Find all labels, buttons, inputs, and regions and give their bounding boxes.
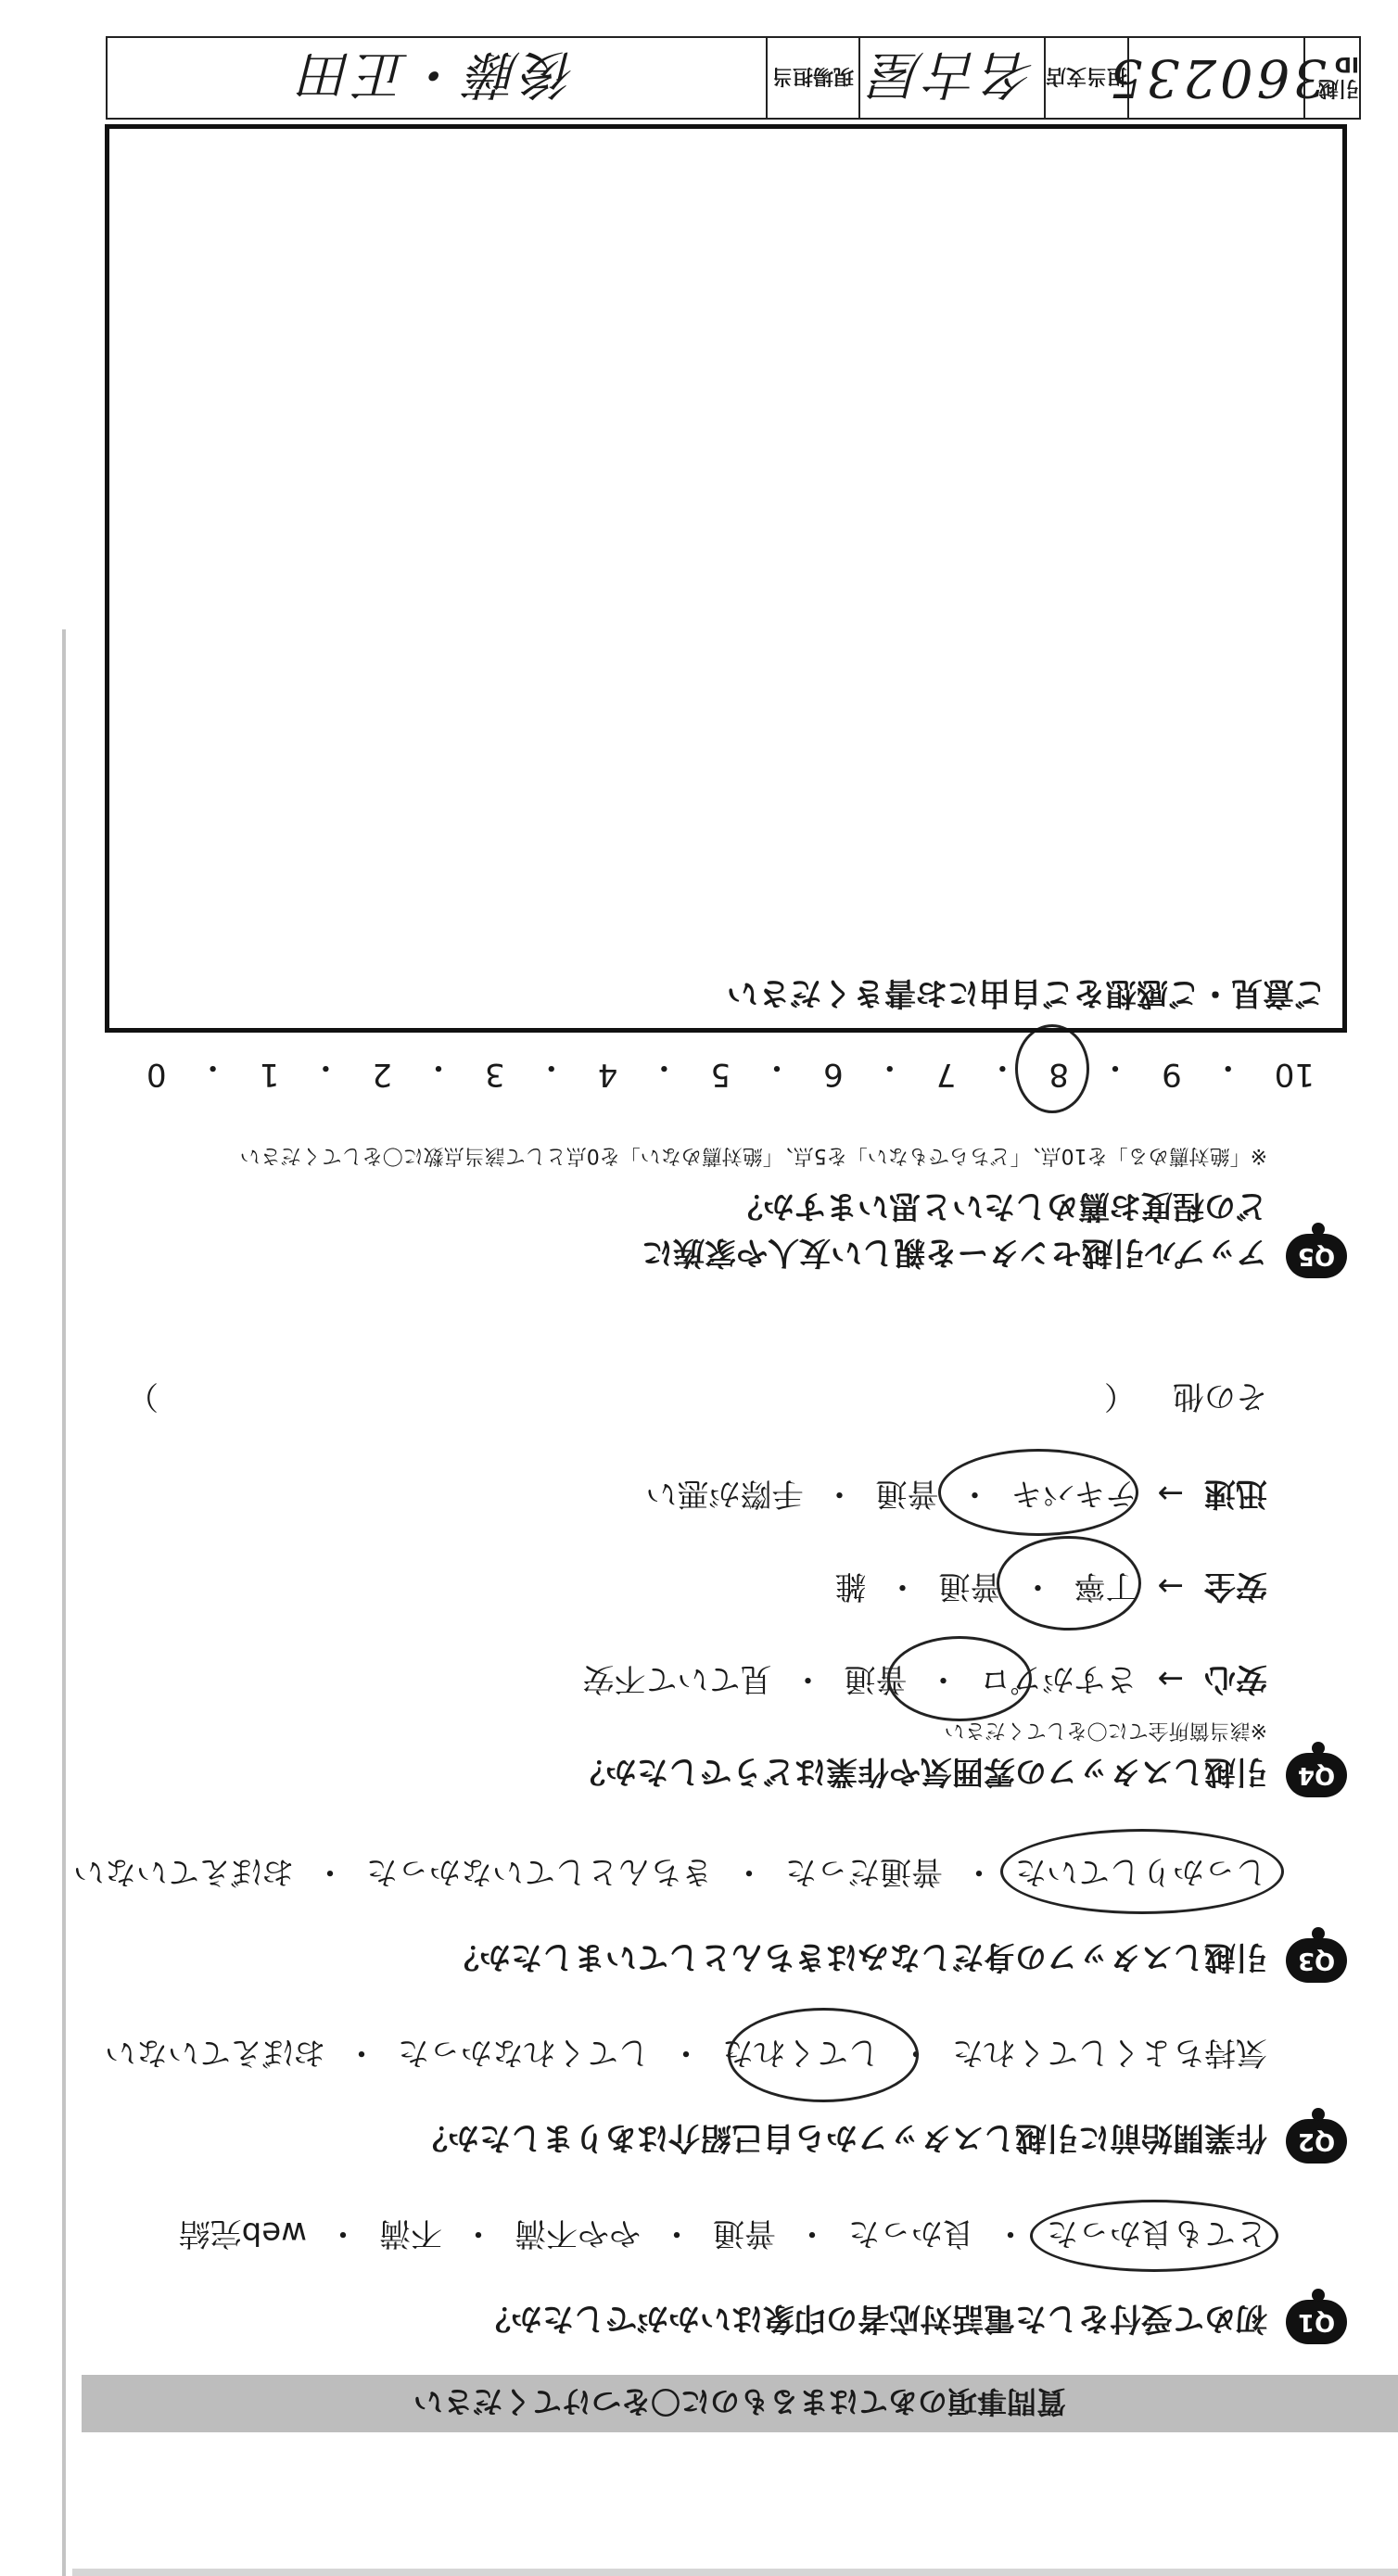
q4-note: ※該当箇所全てに〇をしてください (944, 1719, 1267, 1742)
q3-option[interactable]: きちんとしていなかった (366, 1853, 713, 1890)
q4-option[interactable]: テキパキ (1010, 1475, 1137, 1512)
q2-text: 作業開始前に引越しスタッフから自己紹介はありましたか？ (416, 2119, 1267, 2156)
q1-option[interactable]: やや不満 (515, 2214, 641, 2252)
score-option[interactable]: 9 (1162, 1056, 1182, 1093)
q4-option[interactable]: 手際が悪い (645, 1475, 804, 1512)
q2-selection-circle (728, 2008, 919, 2102)
q1-option[interactable]: とても良かった (1047, 2214, 1267, 2252)
q4-option[interactable]: 雑 (834, 1567, 867, 1605)
q1-option[interactable]: 不満 (379, 2214, 442, 2252)
branch-value-cell (858, 38, 1044, 118)
q5-selection-circle (1015, 1024, 1089, 1113)
page-edge (72, 2569, 1398, 2576)
q4-anzen-selection-circle (997, 1536, 1141, 1631)
q3-option[interactable]: しっかりしていた (1015, 1853, 1267, 1890)
q1-option[interactable]: 良かった (848, 2214, 974, 2252)
branch-value: 名古屋 (869, 44, 1036, 104)
q3-badge: Q3 (1286, 1938, 1347, 1983)
q5-badge: Q5 (1286, 1234, 1347, 1278)
q1-option[interactable]: web完結 (178, 2214, 307, 2252)
score-option[interactable]: 0 (146, 1056, 167, 1093)
score-option[interactable]: 1 (259, 1056, 280, 1093)
q3-option[interactable]: 普通だった (785, 1853, 943, 1890)
q4-row-label: 迅速 (1204, 1475, 1267, 1512)
id-value-cell (1106, 38, 1327, 118)
q4-row-label: 安全 (1204, 1567, 1267, 1605)
score-option[interactable]: 4 (597, 1056, 618, 1093)
q2-badge: Q2 (1286, 2119, 1347, 2164)
q4-option[interactable]: さすがプロ (979, 1660, 1137, 1697)
branch-label: 担当支店 (1045, 64, 1127, 88)
comments-box[interactable] (105, 124, 1347, 1033)
score-option[interactable]: 5 (710, 1056, 731, 1093)
q2-option[interactable]: 気持ちよくしてくれた (952, 2034, 1267, 2071)
score-option[interactable]: 8 (1048, 1056, 1070, 1093)
q4-text: 引越しスタッフの雰囲気や作業はどうでしたか？ (574, 1753, 1267, 1790)
q2-option[interactable]: してくれなかった (398, 2034, 650, 2071)
id-label: 引越ID (1317, 52, 1359, 99)
q4-option[interactable]: 丁寧 (1074, 1567, 1137, 1605)
page-right-edge (62, 629, 66, 2576)
q4-jinsoku-selection-circle (938, 1449, 1138, 1536)
comments-title: ご意見・ご感想をご自由にお書きください (727, 974, 1326, 1011)
q1-badge: Q1 (1286, 2300, 1347, 2344)
q2-option[interactable]: おぼえていない (105, 2034, 325, 2071)
staff-value: 後藤・正田 (298, 44, 576, 104)
score-option[interactable]: 2 (372, 1056, 392, 1093)
q1-option[interactable]: 普通 (713, 2214, 776, 2252)
staff-label: 現場担当 (772, 64, 855, 88)
q4-row-anzen: 安全→丁寧・普通・雑 (835, 1567, 1268, 1612)
instructions-text: 質問事項のあてはまるものに〇をつけてください (413, 2384, 1067, 2419)
score-option[interactable]: 10 (1274, 1056, 1315, 1093)
q3-options: しっかりしていた・普通だった・きちんとしていなかった・おぼえていない (73, 1852, 1267, 1897)
instructions-bar (82, 2375, 1398, 2432)
q4-option[interactable]: 普通 (844, 1660, 908, 1697)
q4-option[interactable]: 普通 (938, 1567, 1002, 1605)
staff-value-cell (108, 38, 766, 118)
score-option[interactable]: 3 (485, 1056, 505, 1093)
q4-row-anshin: 安心→さすがプロ・普通・見ていて不安 (583, 1659, 1268, 1705)
staff-label-cell (766, 38, 858, 118)
q4-row-jinsoku: 迅速→テキパキ・普通・手際が悪い (646, 1474, 1268, 1519)
header-table (106, 36, 1361, 120)
score-option[interactable]: 6 (823, 1056, 844, 1093)
q1-selection-circle (1030, 2200, 1278, 2272)
q1-options: とても良かった・良かった・普通・やや不満・不満・web完結 (179, 2214, 1267, 2259)
q5-text-line1: アップル引越センターを親しい友人や家族に (642, 1234, 1267, 1271)
q2-options: 気持ちよくしてくれた・してくれた・してくれなかった・おぼえていない (105, 2033, 1267, 2078)
q2-option[interactable]: してくれた (722, 2034, 880, 2071)
q4-option[interactable]: 見ていて不安 (582, 1660, 772, 1697)
q4-badge: Q4 (1286, 1753, 1347, 1797)
q1-text: 初めて受付をした電話対応者の印象はいかがでしたか？ (479, 2300, 1267, 2337)
q4-anshin-selection-circle (887, 1636, 1032, 1721)
q3-option[interactable]: おぼえていない (73, 1853, 294, 1890)
q4-option[interactable]: 普通 (875, 1475, 939, 1512)
score-option[interactable]: 7 (935, 1056, 957, 1093)
q3-selection-circle (1000, 1829, 1284, 1914)
id-value: 360235 (1106, 47, 1327, 108)
q4-other-label: その他 (1173, 1377, 1267, 1415)
q5-text-line2: どの程度お薦めしたいと思いますか？ (731, 1187, 1267, 1225)
q5-note: ※「絶対薦める」を10点、「どちらでもない」を5点、「絶対薦めない」を0点として該当点数に〇をしてください (239, 1144, 1267, 1167)
q4-row-label: 安心 (1204, 1660, 1267, 1697)
q3-text: 引越しスタッフの身だしなみはきちんとしていましたか？ (448, 1938, 1267, 1975)
q5-score-scale: 10 ・ 9 ・ 8 ・ 7 ・ 6 ・ 5 ・ 4 ・ 3 ・ 2 ・ 1 ・ 0 (146, 1048, 1315, 1093)
q4-other-row: その他（） (127, 1377, 1267, 1422)
branch-label-cell (1044, 38, 1127, 118)
